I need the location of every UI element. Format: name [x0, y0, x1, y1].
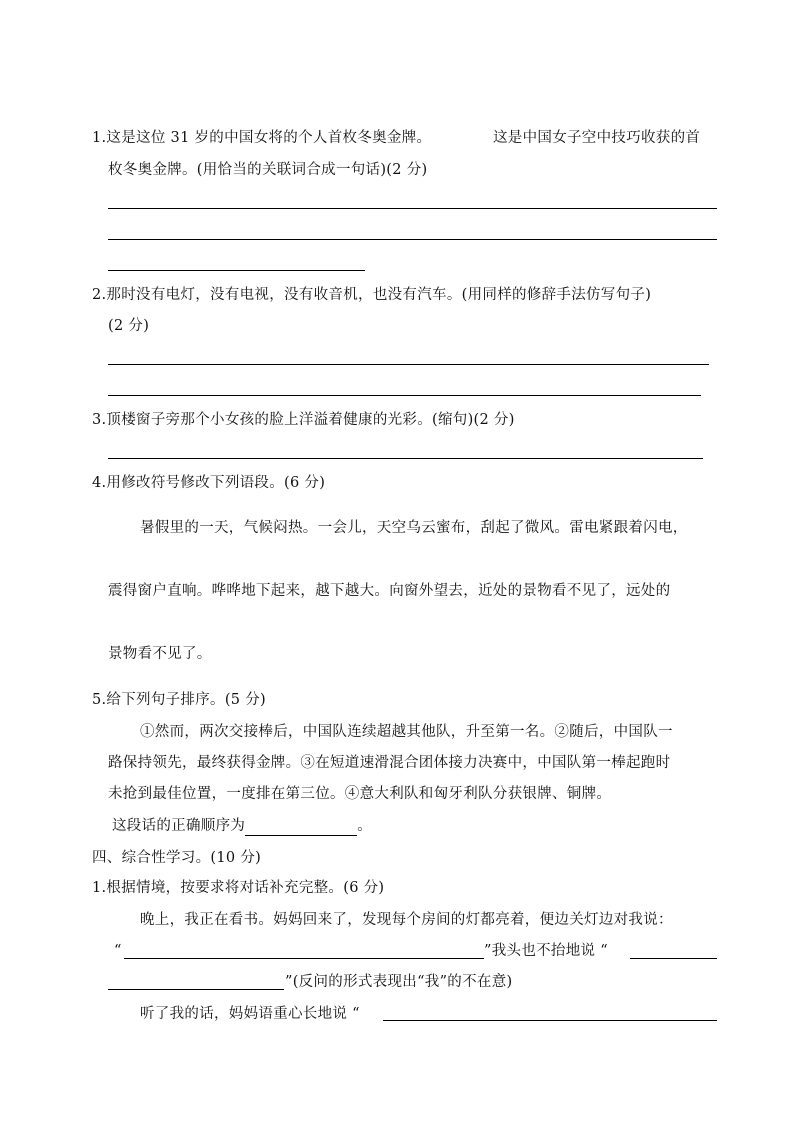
q4-paragraph-line2: 震得窗户直响。哗哗地下起来，越下越大。向窗外望去，近处的景物看不见了，远处的 [108, 583, 671, 599]
q3-answer-line[interactable] [108, 458, 703, 459]
q1-line2: 枚冬奥金牌。(用恰当的关联词合成一句话)(2 分) [108, 162, 428, 178]
q1-line1: 1.这是这位 31 岁的中国女将的个人首枚冬奥金牌。 [92, 130, 432, 146]
section4-q1-quote-open: “ [114, 943, 122, 959]
q1-answer-line-2[interactable] [108, 239, 717, 240]
section4-q1-paragraph1: 晚上，我正在看书。妈妈回来了，发现每个房间的灯都亮着，便边关灯边对我说： [140, 912, 673, 928]
q5-answer-suffix: 。 [357, 818, 373, 834]
q5-answer-blank[interactable] [245, 819, 357, 836]
q4-paragraph-line3: 景物看不见了。 [108, 646, 212, 662]
q2-line1: 2.那时没有电灯，没有电视，没有收音机，也没有汽车。(用同样的修辞手法仿写句子) [92, 287, 652, 303]
dialog-blank-mother-reply[interactable] [383, 1020, 717, 1021]
q2-answer-line-1[interactable] [108, 364, 709, 365]
section4-q1-line1: 1.根据情境，按要求将对话补充完整。(6 分) [92, 880, 385, 896]
q5-answer-row [112, 816, 372, 836]
q4-line1: 4.用修改符号修改下列语段。(6 分) [92, 475, 326, 491]
dialog-blank-me-part2[interactable] [108, 989, 284, 990]
dialog-blank-mother[interactable] [124, 958, 484, 959]
q4-paragraph-line1: 暑假里的一天，气候闷热。一会儿，天空乌云蜜布，刮起了微风。雷电紧跟着闪电， [140, 520, 688, 536]
q5-line1: 5.给下列句子排序。(5 分) [92, 692, 266, 708]
section4-title: 四、综合性学习。(10 分) [92, 850, 262, 866]
q2-answer-line-2[interactable] [108, 395, 701, 396]
section4-q1-mid-text: ”我头也不抬地说 “ [484, 943, 608, 959]
q5-answer-prefix: 这段话的正确顺序为 [112, 818, 246, 834]
q1-answer-line-1[interactable] [108, 208, 717, 209]
section4-q1-paragraph4: 听了我的话，妈妈语重心长地说 “ [140, 1006, 360, 1022]
q3-line1: 3.顶楼窗子旁那个小女孩的脸上洋溢着健康的光彩。(缩句)(2 分) [92, 412, 515, 428]
dialog-blank-me-part1[interactable] [630, 958, 717, 959]
q1-line1-continued: 这是中国女子空中技巧收获的首 [493, 130, 701, 146]
q2-line2: (2 分) [108, 318, 150, 334]
section4-q1-line3-suffix: ”(反问的形式表现出“我”的不在意) [285, 974, 513, 990]
q5-paragraph-line1: ①然而，两次交接棒后，中国队连续超越其他队，升至第一名。②随后，中国队一 [140, 724, 673, 740]
q1-answer-line-3[interactable] [108, 270, 365, 271]
q5-paragraph-line2: 路保持领先，最终获得金牌。③在短道速滑混合团体接力决赛中，中国队第一棒起跑时 [108, 755, 671, 771]
q5-paragraph-line3: 未抢到最佳位置，一度排在第三位。④意大利队和匈牙利队分获银牌、铜牌。 [108, 786, 612, 802]
